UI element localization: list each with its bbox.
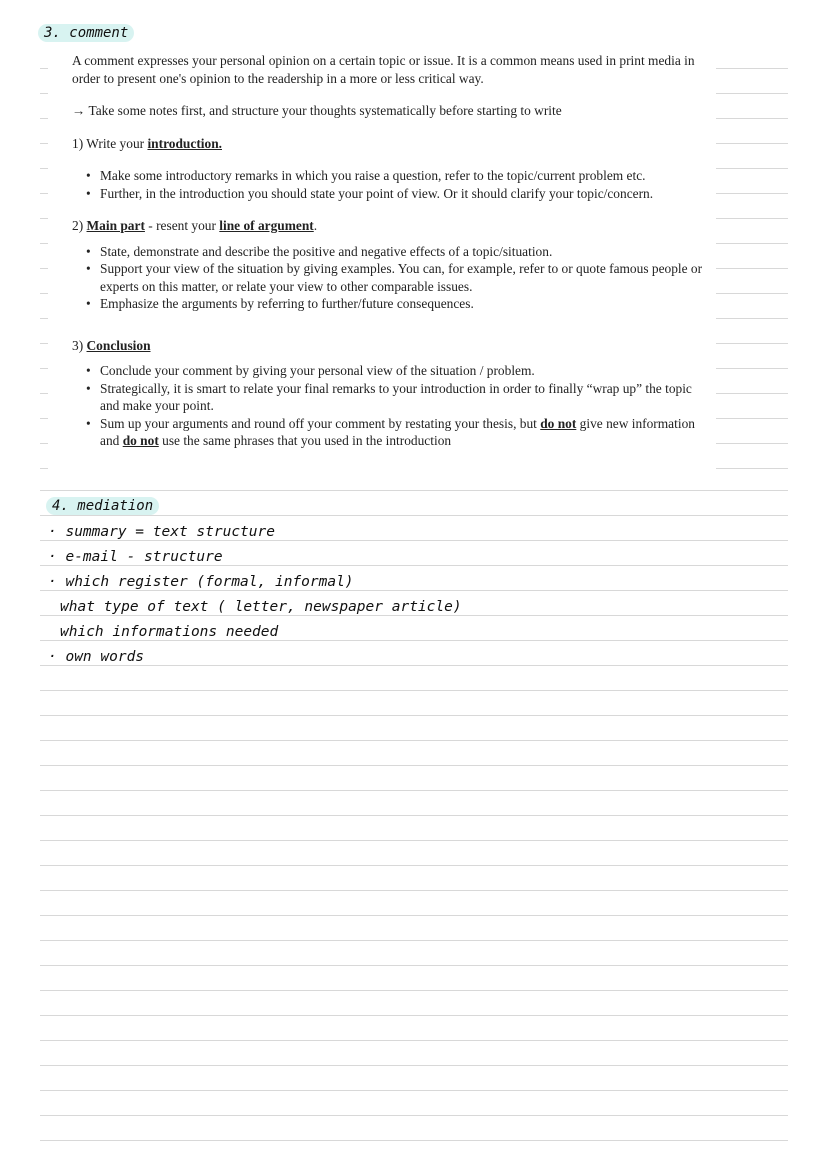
comment-tip: → Take some notes first, and structure your thoughts systematically before starting to write bbox=[72, 103, 562, 118]
step1-prefix: 1) Write your bbox=[72, 135, 148, 151]
step2-prefix: 2) bbox=[72, 218, 87, 233]
emph-do-not: do not bbox=[122, 433, 159, 448]
step2-emph1: Main part bbox=[86, 218, 145, 233]
step1-emph: introduction. bbox=[147, 135, 222, 151]
step1-heading bbox=[72, 135, 708, 153]
list-item: which informations needed bbox=[60, 624, 279, 640]
step2-emph2: line of argument bbox=[219, 218, 314, 233]
step2-suffix: . bbox=[313, 218, 318, 233]
list-item: • Further, in the introduction you should state your point of view. Or it should clarify your topic/concern. bbox=[100, 185, 708, 203]
step2-heading bbox=[72, 217, 708, 235]
list-item: • Strategically, it is smart to relate your final remarks to your introduction in order to finally “wrap up” the topic and make your point. bbox=[100, 380, 708, 415]
list-item: • Emphasize the arguments by referring to further/future consequences. bbox=[100, 295, 708, 313]
list-item: · which register (formal, informal) bbox=[48, 574, 354, 590]
comment-intro: A comment expresses your personal opinion on a certain topic or issue. It is a common means used in print media in order to present one's opinion to the readership in a more or less critical way. bbox=[72, 53, 695, 86]
text: use the same phrases that you used in the introduction bbox=[158, 433, 452, 448]
step1-list bbox=[72, 167, 708, 202]
section4-heading: 4. mediation bbox=[46, 497, 159, 515]
list-item: · summary = text structure bbox=[48, 524, 275, 540]
step2-list bbox=[72, 243, 708, 313]
emph-do-not: do not bbox=[540, 415, 577, 431]
list-item: • State, demonstrate and describe the positive and negative effects of a topic/situation. bbox=[100, 243, 708, 261]
list-item: what type of text ( letter, newspaper article) bbox=[60, 599, 462, 615]
section3-heading: 3. comment bbox=[38, 24, 134, 42]
list-item: • Make some introductory remarks in which you raise a question, refer to the topic/current problem etc. bbox=[100, 167, 708, 185]
list-item bbox=[100, 415, 708, 450]
text: Sum up your arguments and round off your comment by restating your thesis, but bbox=[100, 415, 541, 431]
list-item: · e-mail - structure bbox=[48, 549, 223, 565]
step2-mid: - resent your bbox=[144, 218, 220, 233]
list-item: · own words bbox=[48, 649, 145, 665]
step3-emph: Conclusion bbox=[86, 337, 151, 353]
step3-heading bbox=[72, 337, 708, 355]
list-item: • Support your view of the situation by giving examples. You can, for example, refer to or quote famous people or experts on this matter, or relate your view to other comparable issues. bbox=[100, 260, 708, 295]
section3-body bbox=[72, 52, 708, 450]
step3-prefix: 3) bbox=[72, 337, 87, 353]
list-item: • Conclude your comment by giving your personal view of the situation / problem. bbox=[100, 362, 708, 380]
text: give new information and bbox=[100, 415, 695, 448]
step3-list bbox=[72, 362, 708, 450]
